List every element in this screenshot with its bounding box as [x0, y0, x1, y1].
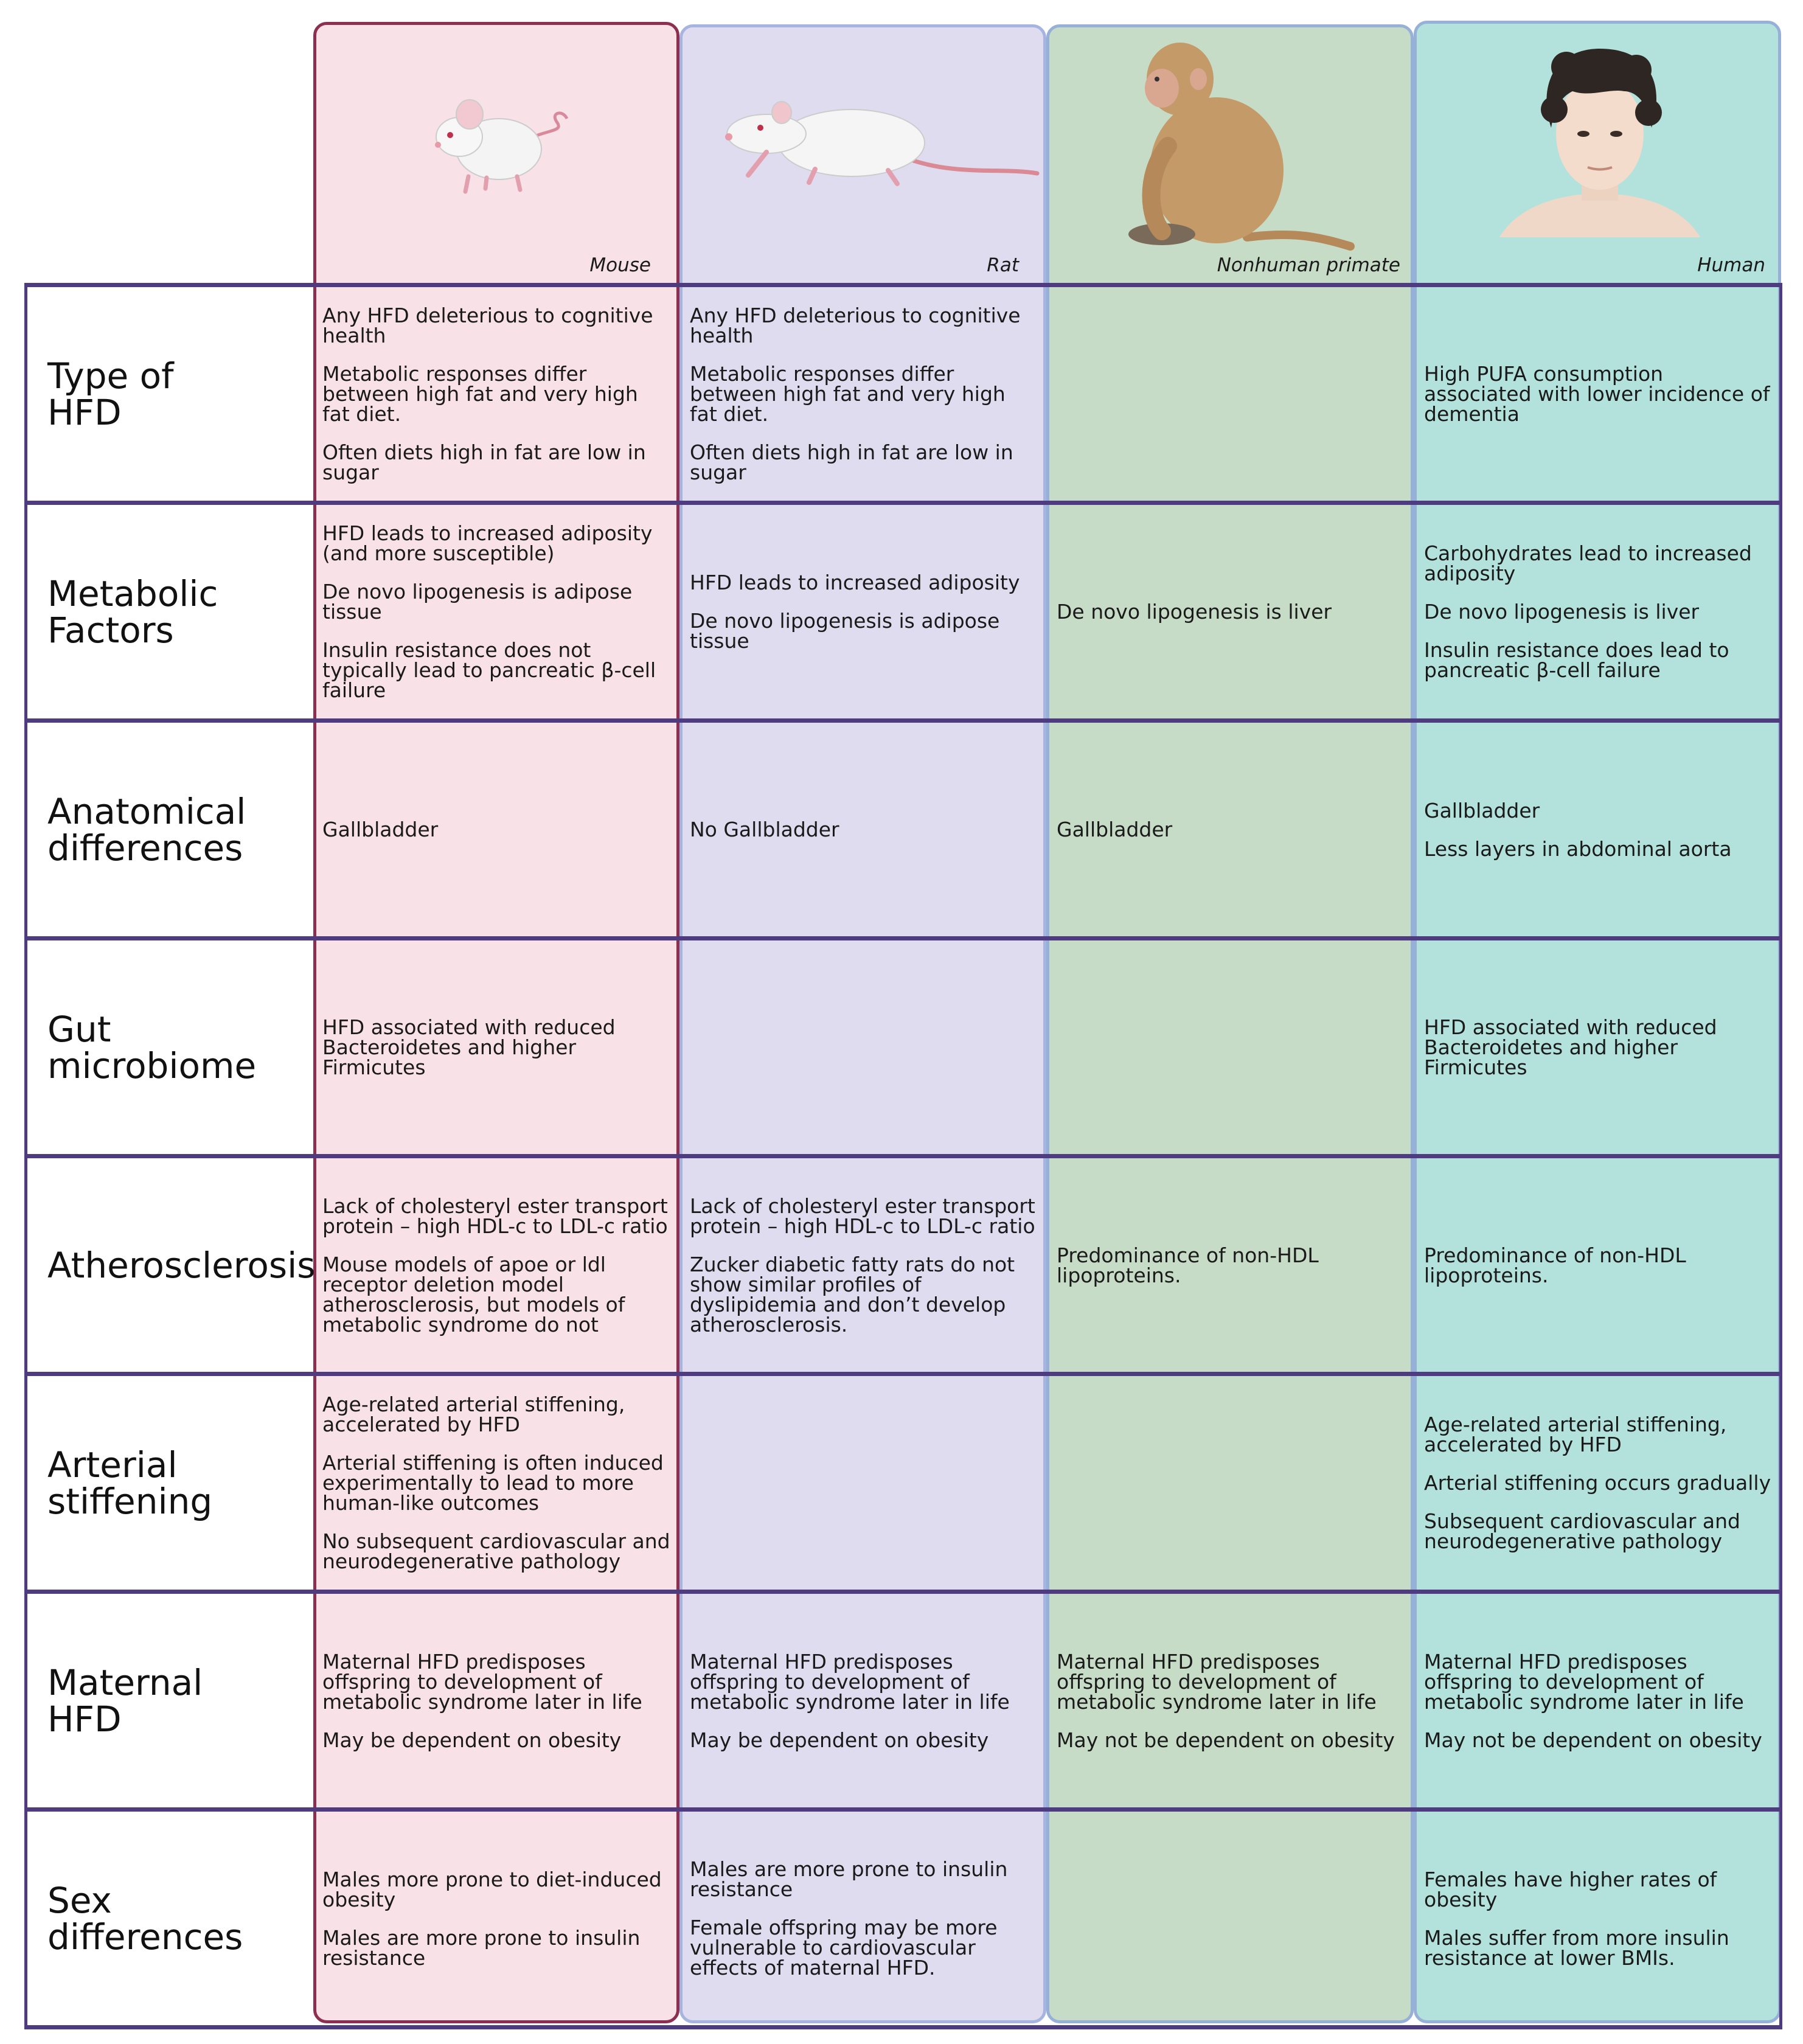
cell-text: Insulin resistance does not typically lead to pancreatic β-cell failure [322, 638, 656, 702]
row-label-cell [24, 1594, 313, 1807]
row-divider [24, 501, 1782, 505]
cell-text: Arterial stiffening occurs gradually [1424, 1471, 1771, 1495]
cell-text: Males are more prone to insulin resistance [322, 1925, 641, 1970]
cell-text: Any HFD deleterious to cognitive health [322, 304, 653, 347]
cell-text: Maternal HFD predisposes offspring to development of metabolic syndrome later in life [322, 1649, 642, 1714]
cell-text: HFD leads to increased adiposity [690, 571, 1020, 594]
cell-mouse [315, 505, 678, 718]
cell-primate [1049, 287, 1411, 501]
row-label-cell [24, 1158, 316, 1372]
row-label-cell [24, 1376, 313, 1590]
cell-text: De novo lipogenesis is liver [1424, 600, 1700, 624]
primate-illustration [1113, 36, 1357, 255]
cell-primate [1049, 723, 1411, 936]
rat-illustration [724, 97, 1040, 189]
species-label-primate: Nonhuman primate [1217, 254, 1400, 276]
cell-human [1417, 940, 1779, 1154]
cell-text: Female offspring may be more vulnerable to cardiovascular effects of maternal HFD. [690, 1916, 998, 1980]
cell-text: No Gallbladder [690, 818, 839, 841]
cell-text: May be dependent on obesity [690, 1728, 989, 1752]
cell-text: HFD leads to increased adiposity (and more susceptible) [322, 521, 653, 565]
cell-text: Insulin resistance does lead to pancreatic β-cell failure [1424, 638, 1729, 682]
cell-text: May not be dependent on obesity [1057, 1728, 1395, 1752]
row-label-cell [24, 1812, 313, 2025]
cell-text: May be dependent on obesity [322, 1728, 622, 1752]
cell-rat [683, 1812, 1043, 2025]
cell-human [1417, 723, 1779, 936]
row-divider [24, 1590, 1782, 1594]
cell-text: Mouse models of apoe or ldl receptor deletion model atherosclerosis, but models of metabolic syndrome do not [322, 1252, 625, 1337]
row-label-cell [24, 723, 313, 936]
cell-text: Females have higher rates of obesity [1424, 1867, 1717, 1911]
row-label-cell [24, 287, 313, 501]
cell-text: Predominance of non-HDL lipoproteins. [1424, 1243, 1686, 1287]
cell-rat [683, 287, 1043, 501]
cell-text: Often diets high in fat are low in sugar [322, 440, 646, 484]
cell-primate [1049, 1158, 1411, 1372]
cell-mouse [315, 1376, 678, 1590]
row-label: Type of HFD [47, 355, 174, 433]
cell-mouse [315, 1158, 678, 1372]
cell-human [1417, 505, 1779, 718]
row-divider [24, 936, 1782, 940]
cell-text: Gallbladder [322, 818, 439, 841]
cell-text: HFD associated with reduced Bacteroidetes and higher Firmicutes [1424, 1015, 1717, 1079]
cell-mouse [315, 287, 678, 501]
cell-text: De novo lipogenesis is liver [1057, 600, 1332, 624]
mouse-illustration [426, 91, 572, 195]
row-divider [24, 1807, 1782, 1812]
row-label-cell [24, 940, 313, 1154]
cell-rat [683, 1376, 1043, 1590]
row-divider [24, 718, 1782, 723]
cell-human [1417, 1594, 1779, 1807]
row-label: Anatomical differences [47, 790, 246, 869]
row-divider [24, 2025, 1782, 2029]
row-divider [24, 1372, 1782, 1376]
species-label-rat: Rat [987, 254, 1019, 276]
cell-text: High PUFA consumption associated with lower incidence of dementia [1424, 362, 1770, 426]
row-label: Atherosclerosis [47, 1244, 316, 1286]
cell-text: Metabolic responses differ between high fat and very high fat diet. [322, 362, 638, 426]
cell-text: Gallbladder [1057, 818, 1173, 841]
row-label: Sex differences [47, 1879, 243, 1958]
cell-primate [1049, 1594, 1411, 1807]
cell-mouse [315, 1594, 678, 1807]
cell-text: Males more prone to diet-induced obesity [322, 1867, 662, 1911]
cell-text: Males suffer from more insulin resistance at lower BMIs. [1424, 1925, 1729, 1970]
row-divider [24, 1154, 1782, 1158]
cell-human [1417, 287, 1779, 501]
cell-text: Maternal HFD predisposes offspring to development of metabolic syndrome later in life [1057, 1649, 1377, 1714]
cell-rat [683, 1594, 1043, 1807]
row-label: Gut microbiome [47, 1008, 257, 1086]
cell-text: Arterial stiffening is often induced experimentally to lead to more human-like outcomes [322, 1451, 664, 1515]
row-label: Metabolic Factors [47, 572, 218, 651]
cell-text: Carbohydrates lead to increased adiposity [1424, 541, 1752, 585]
cell-text: Metabolic responses differ between high fat and very high fat diet. [690, 362, 1006, 426]
cell-text: De novo lipogenesis is adipose tissue [690, 609, 1000, 653]
cell-text: Zucker diabetic fatty rats do not show similar profiles of dyslipidemia and don’t develop atherosclerosis. [690, 1252, 1015, 1337]
species-label-mouse: Mouse [589, 254, 651, 276]
row-label-cell [24, 505, 313, 718]
cell-text: Often diets high in fat are low in sugar [690, 440, 1013, 484]
row-divider [24, 283, 1782, 287]
cell-text: Age-related arterial stiffening, accelerated by HFD [1424, 1413, 1727, 1456]
cell-primate [1049, 1812, 1411, 2025]
cell-human [1417, 1812, 1779, 2025]
cell-human [1417, 1376, 1779, 1590]
cell-text: Maternal HFD predisposes offspring to development of metabolic syndrome later in life [690, 1649, 1010, 1714]
cell-text: No subsequent cardiovascular and neurodegenerative pathology [322, 1529, 670, 1573]
cell-text: Lack of cholesteryl ester transport protein – high HDL-c to LDL-c ratio [322, 1194, 668, 1238]
table-right-border [1779, 283, 1782, 2029]
cell-mouse [315, 940, 678, 1154]
cell-text: De novo lipogenesis is adipose tissue [322, 580, 633, 624]
row-label: Maternal HFD [47, 1661, 203, 1740]
cell-text: Any HFD deleterious to cognitive health [690, 304, 1021, 347]
human-illustration [1493, 43, 1706, 243]
cell-text: Lack of cholesteryl ester transport protein – high HDL-c to LDL-c ratio [690, 1194, 1035, 1238]
cell-text: HFD associated with reduced Bacteroidetes and higher Firmicutes [322, 1015, 616, 1079]
cell-rat [683, 723, 1043, 936]
cell-primate [1049, 505, 1411, 718]
cell-text: Predominance of non-HDL lipoproteins. [1057, 1243, 1319, 1287]
cell-text: Males are more prone to insulin resistance [690, 1857, 1008, 1901]
row-label: Arterial stiffening [47, 1444, 213, 1522]
cell-rat [683, 505, 1043, 718]
cell-primate [1049, 1376, 1411, 1590]
cell-text: May not be dependent on obesity [1424, 1728, 1762, 1752]
cell-text: Less layers in abdominal aorta [1424, 836, 1732, 861]
cell-mouse [315, 1812, 678, 2025]
cell-text: Gallbladder [1424, 798, 1540, 822]
cell-mouse [315, 723, 678, 936]
cell-rat [683, 1158, 1043, 1372]
species-label-human: Human [1697, 254, 1765, 276]
cell-human [1417, 1158, 1779, 1372]
cell-text: Age-related arterial stiffening, accelerated by HFD [322, 1392, 625, 1436]
cell-primate [1049, 940, 1411, 1154]
cell-rat [683, 940, 1043, 1154]
cell-text: Subsequent cardiovascular and neurodegenerative pathology [1424, 1509, 1741, 1553]
cell-text: Maternal HFD predisposes offspring to development of metabolic syndrome later in life [1424, 1649, 1744, 1714]
